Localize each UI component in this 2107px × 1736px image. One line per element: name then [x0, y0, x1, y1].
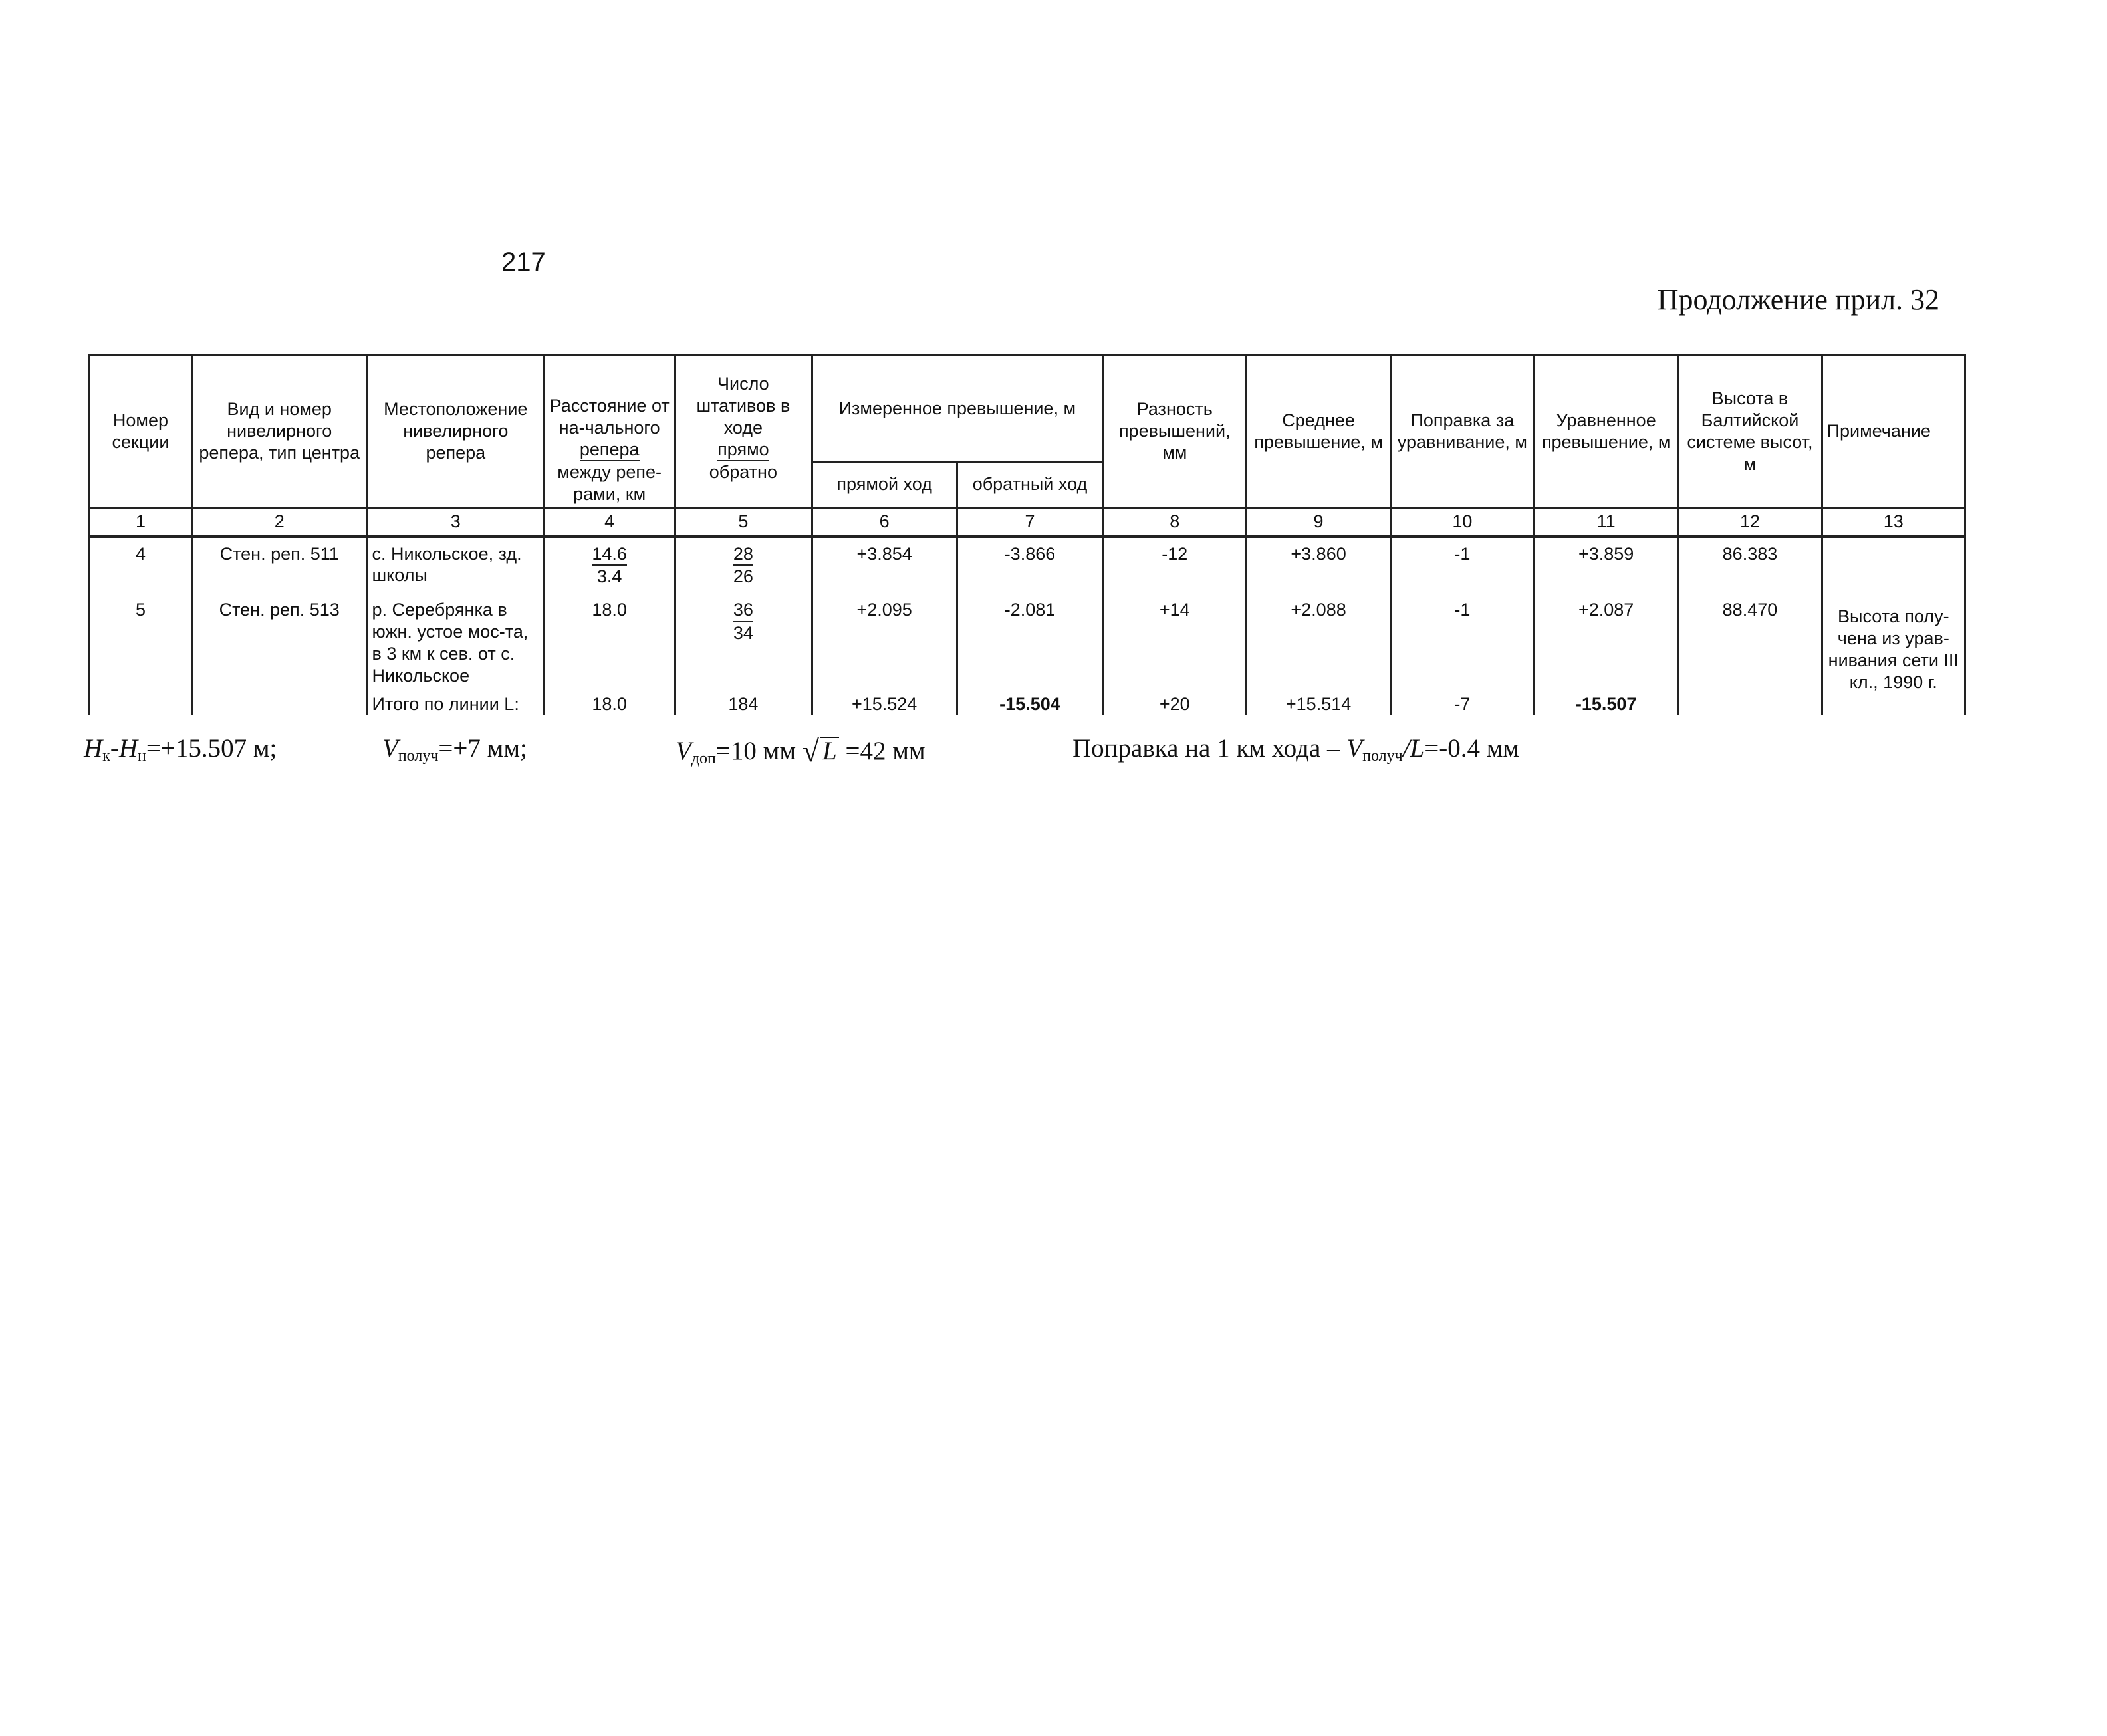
cell-adjusted: +2.087 — [1535, 599, 1678, 693]
per-km-correction-formula — [1072, 733, 1519, 765]
symbol-v: V — [676, 737, 691, 765]
formula-value: =-0.4 мм — [1424, 734, 1520, 763]
header-tripods — [675, 356, 812, 462]
cell-note: Высота полу-чена из урав-нивания сети III кл., 1990 г. — [1822, 599, 1965, 693]
header-measured-elevation: Измеренное превышение, м — [812, 356, 1103, 462]
cell-adjusted: +3.859 — [1535, 537, 1678, 588]
symbol-v: V — [382, 734, 398, 763]
header-note: Примечание — [1822, 356, 1965, 508]
cell-backward: -3.866 — [957, 537, 1102, 588]
cell-location: р. Серебрянка в южн. устое мос-та, в 3 км к сев. от с. Никольское — [367, 599, 545, 693]
cell-mean: +2.088 — [1247, 599, 1390, 693]
total-label: Итого по линии L: — [367, 693, 545, 715]
cell-difference: +14 — [1103, 599, 1247, 693]
cell-benchmark: Стен. реп. 513 — [191, 599, 367, 693]
cell-height: 86.383 — [1678, 537, 1822, 588]
cell-section: 4 — [90, 537, 192, 588]
cell-difference: -12 — [1103, 537, 1247, 588]
header-tripods-top: Число штативов в ходе — [696, 374, 791, 438]
col-number: 1 — [90, 507, 192, 537]
allowed-misclosure-formula — [676, 733, 926, 769]
header-backward-run: обратный ход — [957, 461, 1102, 507]
header-distance-under: репера — [580, 439, 640, 461]
header-adjusted-elevation: Уравненное превышение, м — [1535, 356, 1678, 508]
col-number: 3 — [367, 507, 545, 537]
subscript: получ — [1362, 747, 1403, 765]
distance-top: 14.6 — [592, 544, 627, 566]
formula-value: =42 мм — [845, 737, 926, 765]
total-tripods: 184 — [675, 693, 812, 715]
tripods-top: 36 — [733, 600, 753, 622]
total-difference: +20 — [1103, 693, 1247, 715]
header-mean-elevation: Среднее превышение, м — [1247, 356, 1390, 508]
subscript: н — [138, 747, 146, 765]
subscript: к — [102, 747, 110, 765]
cell-mean: +3.860 — [1247, 537, 1390, 588]
row-gap — [90, 587, 1965, 599]
header-distance-bottom: между репе-рами, км — [545, 461, 675, 507]
total-forward: +15.524 — [812, 693, 957, 715]
symbol-h: -H — [110, 734, 138, 763]
col-number: 11 — [1535, 507, 1678, 537]
cell-backward: -2.081 — [957, 599, 1102, 693]
subscript: доп — [691, 750, 716, 767]
formula-value: =+15.507 м; — [146, 734, 277, 763]
column-numbers-row — [90, 507, 1965, 537]
col-number: 4 — [545, 507, 675, 537]
cell-correction: -1 — [1390, 599, 1534, 693]
header-section-number: Номер секции — [90, 356, 192, 508]
header-elevation-difference: Разность превышений, мм — [1103, 356, 1247, 508]
table-row — [90, 599, 1965, 693]
formula-value: =+7 мм; — [438, 734, 527, 763]
symbol-h: H — [84, 734, 103, 763]
cell-forward: +2.095 — [812, 599, 957, 693]
col-number: 6 — [812, 507, 957, 537]
cell-distance — [545, 537, 675, 588]
total-distance: 18.0 — [545, 693, 675, 715]
header-adjustment-correction: Поправка за уравнивание, м — [1390, 356, 1534, 508]
header-tripods-under: прямо — [717, 439, 769, 461]
header-distance — [545, 356, 675, 462]
total-correction: -7 — [1390, 693, 1534, 715]
cell-tripods — [675, 599, 812, 693]
levelling-table — [88, 354, 1966, 715]
continuation-heading: Продолжение прил. 32 — [1657, 283, 1939, 316]
col-number: 13 — [1822, 507, 1965, 537]
symbol-l: /L — [1402, 734, 1425, 763]
col-number: 12 — [1678, 507, 1822, 537]
total-row — [90, 693, 1965, 715]
header-benchmark-location: Местоположение нивелирного репера — [367, 356, 545, 508]
tripods-top: 28 — [733, 544, 753, 566]
table-row — [90, 537, 1965, 588]
cell-distance — [545, 599, 675, 693]
formula-value: =10 мм — [715, 737, 796, 765]
formula-text: Поправка на 1 км хода – — [1072, 734, 1340, 763]
distance-bottom: 3.4 — [596, 566, 622, 586]
cell-benchmark: Стен. реп. 511 — [191, 537, 367, 588]
tripods-bottom: 34 — [733, 622, 753, 643]
col-number: 2 — [191, 507, 367, 537]
footer-formulas — [84, 733, 2045, 773]
header-baltic-height: Высота в Балтийской системе высот, м — [1678, 356, 1822, 508]
subscript: получ — [398, 747, 439, 765]
header-forward-run: прямой ход — [812, 461, 957, 507]
col-number: 7 — [957, 507, 1102, 537]
cell-tripods — [675, 537, 812, 588]
cell-correction: -1 — [1390, 537, 1534, 588]
header-tripods-bottom: обратно — [675, 461, 812, 507]
cell-height: 88.470 — [1678, 599, 1822, 693]
total-mean: +15.514 — [1247, 693, 1390, 715]
cell-forward: +3.854 — [812, 537, 957, 588]
col-number: 8 — [1103, 507, 1247, 537]
col-number: 9 — [1247, 507, 1390, 537]
total-backward: -15.504 — [957, 693, 1102, 715]
col-number: 5 — [675, 507, 812, 537]
header-row-1 — [90, 356, 1965, 462]
header-benchmark-type: Вид и номер нивелирного репера, тип центра — [191, 356, 367, 508]
height-difference-formula — [84, 733, 277, 765]
sqrt-argument: L — [820, 737, 839, 764]
received-misclosure-formula — [382, 733, 527, 765]
total-adjusted: -15.507 — [1535, 693, 1678, 715]
sqrt-icon: √ — [802, 734, 819, 768]
tripods-bottom: 26 — [733, 566, 753, 586]
cell-note — [1822, 537, 1965, 588]
distance-top: 18.0 — [592, 600, 627, 620]
cell-location: с. Никольское, зд. школы — [367, 537, 545, 588]
symbol-v: V — [1346, 734, 1363, 763]
cell-section: 5 — [90, 599, 192, 693]
col-number: 10 — [1390, 507, 1534, 537]
page-number: 217 — [501, 247, 546, 277]
header-distance-top: Расстояние от на-чального — [549, 396, 670, 438]
